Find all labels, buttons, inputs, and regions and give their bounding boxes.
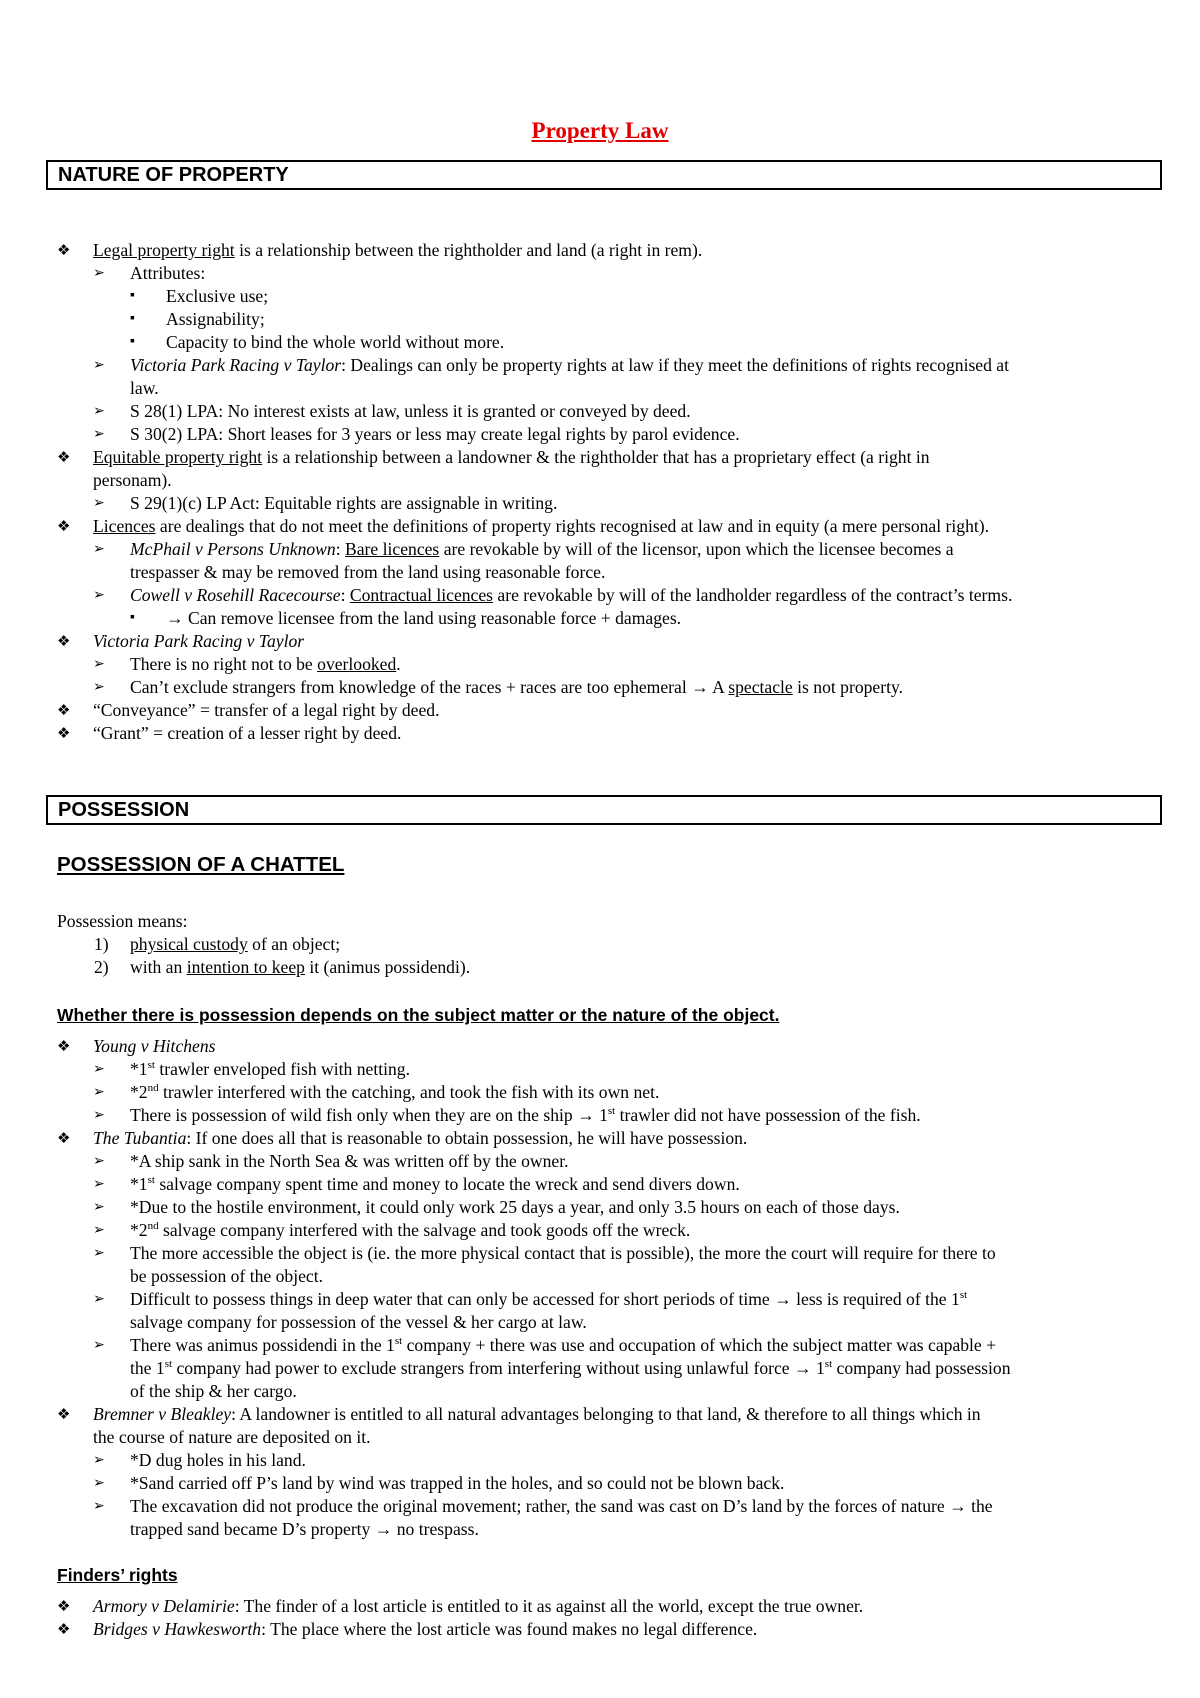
term: Contractual licences — [349, 585, 494, 605]
case-name: The Tubantia — [93, 1128, 187, 1148]
list-item-text — [93, 446, 930, 468]
list-item-text — [93, 1403, 981, 1425]
list-item-text-cont: law. — [130, 378, 159, 398]
arrow-bullet-icon: ➢ — [93, 1475, 105, 1491]
term: physical custody — [130, 934, 248, 954]
list-item-text — [130, 1081, 659, 1103]
superscript: st — [959, 1289, 968, 1302]
arrow-bullet-icon: ➢ — [93, 1107, 105, 1123]
list-item-text-cont: trapped sand became D’s property → no trespass. — [130, 1519, 479, 1539]
diamond-bullet-icon: ❖ — [57, 1405, 71, 1423]
list-item-text-cont: trespasser & may be removed from the land using reasonable force. — [130, 562, 606, 582]
diamond-bullet-icon: ❖ — [57, 448, 71, 466]
arrow-bullet-icon: ➢ — [93, 1153, 105, 1169]
arrow-bullet-icon: ➢ — [93, 1176, 105, 1192]
subheading-whether: Whether there is possession depends on the subject matter or the nature of the object. — [57, 1005, 780, 1025]
arrow-bullet-icon: ➢ — [93, 1291, 105, 1307]
diamond-bullet-icon: ❖ — [57, 517, 71, 535]
list-item-text — [93, 1618, 757, 1640]
square-bullet-icon: ▪ — [130, 610, 135, 625]
section-header-nature: NATURE OF PROPERTY — [46, 160, 1162, 190]
arrow-bullet-icon: ➢ — [93, 1498, 105, 1514]
subheading-chattel: POSSESSION OF A CHATTEL — [57, 853, 345, 876]
arrow-bullet-icon: ➢ — [93, 656, 105, 672]
text: the 1 — [130, 1358, 165, 1378]
text: There is possession of wild fish only when they are on the ship → 1 — [130, 1105, 608, 1125]
term: overlooked — [317, 654, 397, 674]
list-item-text — [93, 1127, 747, 1149]
text: company + there was use and occupation of which the subject matter was capable + — [402, 1335, 997, 1355]
term: Equitable property right — [93, 447, 263, 467]
superscript: nd — [147, 1220, 159, 1233]
text: *1 — [130, 1059, 148, 1079]
superscript: st — [824, 1358, 833, 1371]
text: : If one does all that is reasonable to obtain possession, he will have possession. — [186, 1128, 748, 1148]
diamond-bullet-icon: ❖ — [57, 1597, 71, 1615]
text: : The place where the lost article was found makes no legal difference. — [261, 1619, 758, 1639]
arrow-bullet-icon: ➢ — [93, 265, 105, 281]
list-item-text — [130, 1288, 967, 1310]
list-number: 1) — [94, 934, 109, 954]
list-item-text — [130, 933, 340, 955]
text: : — [340, 585, 350, 605]
text: *2 — [130, 1220, 148, 1240]
superscript: st — [147, 1059, 155, 1072]
text: company had power to exclude strangers from interfering without using unlawful force → 1 — [172, 1358, 825, 1378]
diamond-bullet-icon: ❖ — [57, 724, 71, 742]
list-item-text — [130, 676, 903, 698]
arrow-bullet-icon: ➢ — [93, 1337, 105, 1353]
text: : A landowner is entitled to all natural advantages belonging to that land, & therefore to all things which in — [231, 1404, 981, 1424]
list-item-text — [130, 538, 954, 560]
case-name: Victoria Park Racing v Taylor — [130, 355, 342, 375]
superscript: st — [607, 1105, 616, 1118]
list-item-text: Victoria Park Racing v Taylor — [93, 631, 305, 651]
section-header-possession: POSSESSION — [46, 795, 1162, 825]
arrow-bullet-icon: ➢ — [93, 1245, 105, 1261]
text: are revokable by will of the landholder regardless of the contract’s terms. — [493, 585, 1013, 605]
list-item-text: S 28(1) LPA: No interest exists at law, unless it is granted or conveyed by deed. — [130, 401, 691, 421]
list-item-text: Exclusive use; — [166, 286, 269, 306]
list-item-text — [130, 584, 1012, 606]
case-name: Armory v Delamirie — [93, 1596, 235, 1616]
arrow-bullet-icon: ➢ — [93, 1452, 105, 1468]
list-item-text: The excavation did not produce the original movement; rather, the sand was cast on D’s land by the forces of nature → the — [130, 1496, 993, 1516]
text: salvage company interfered with the salvage and took goods off the wreck. — [158, 1220, 691, 1240]
term: intention to keep — [186, 957, 305, 977]
list-item-text — [93, 515, 989, 537]
subheading-finders: Finders’ rights — [57, 1565, 178, 1585]
superscript: nd — [147, 1082, 159, 1095]
list-item-text-cont: personam). — [93, 470, 172, 490]
diamond-bullet-icon: ❖ — [57, 1129, 71, 1147]
case-name: Bremner v Bleakley — [93, 1404, 232, 1424]
list-item-text: The more accessible the object is (ie. the more physical contact that is possible), the more the court will require for there to — [130, 1243, 996, 1263]
page-title: Property Law — [531, 118, 669, 143]
text: *2 — [130, 1082, 148, 1102]
text: is not property. — [792, 677, 904, 697]
square-bullet-icon: ▪ — [130, 288, 135, 303]
square-bullet-icon: ▪ — [130, 334, 135, 349]
text: salvage company spent time and money to locate the wreck and send divers down. — [154, 1174, 740, 1194]
list-item-text-cont — [130, 1357, 1011, 1379]
text: There was animus possidendi in the 1 — [130, 1335, 395, 1355]
text: company had possession — [832, 1358, 1011, 1378]
list-item-text — [93, 239, 702, 261]
text: : The finder of a lost article is entitled to it as against all the world, except the true owner. — [234, 1596, 864, 1616]
text: There is no right not to be — [130, 654, 318, 674]
text: *1 — [130, 1174, 148, 1194]
list-item-text: S 30(2) LPA: Short leases for 3 years or less may create legal rights by parol evidence. — [130, 424, 740, 444]
paragraph: Possession means: — [57, 911, 188, 931]
list-item-text — [130, 1058, 410, 1080]
list-item-text — [130, 1219, 690, 1241]
arrow-bullet-icon: ➢ — [93, 1061, 105, 1077]
list-item-text-cont: the course of nature are deposited on it. — [93, 1427, 371, 1447]
list-item-text-cont: of the ship & her cargo. — [130, 1381, 297, 1401]
term: Bare licences — [345, 539, 440, 559]
term: Legal property right — [93, 240, 235, 260]
arrow-bullet-icon: ➢ — [93, 357, 105, 373]
diamond-bullet-icon: ❖ — [57, 1620, 71, 1638]
list-item-text: Assignability; — [166, 309, 265, 329]
case-name: Bridges v Hawkesworth — [93, 1619, 262, 1639]
arrow-bullet-icon: ➢ — [93, 1199, 105, 1215]
arrow-bullet-icon: ➢ — [93, 426, 105, 442]
list-item-text — [130, 653, 401, 675]
list-item-text — [130, 1334, 996, 1356]
list-item-text: → Can remove licensee from the land using reasonable force + damages. — [166, 608, 682, 628]
list-item-text — [93, 1595, 863, 1617]
case-name: McPhail v Persons Unknown — [130, 539, 336, 559]
text: are revokable by will of the licensor, upon which the licensee becomes a — [439, 539, 954, 559]
text: is a relationship between a landowner & the rightholder that has a proprietary effect (a right in — [262, 447, 930, 467]
list-number: 2) — [94, 957, 109, 977]
list-item-text — [130, 956, 470, 978]
diamond-bullet-icon: ❖ — [57, 1037, 71, 1055]
list-item-text: Capacity to bind the whole world without more. — [166, 332, 505, 352]
text: Can’t exclude strangers from knowledge of the races + races are too ephemeral → A — [130, 677, 729, 697]
list-item-text — [130, 1173, 740, 1195]
superscript: st — [164, 1358, 173, 1371]
text: Difficult to possess things in deep water that can only be accessed for short periods of time → less is required of the 1 — [130, 1289, 960, 1309]
list-item-text: *Due to the hostile environment, it could only work 25 days a year, and only 3.5 hours on each of those days. — [130, 1197, 900, 1217]
list-item-text: “Conveyance” = transfer of a legal right by deed. — [93, 700, 440, 720]
text: trawler interfered with the catching, and took the fish with its own net. — [158, 1082, 660, 1102]
text: trawler did not have possession of the fish. — [615, 1105, 921, 1125]
arrow-bullet-icon: ➢ — [93, 1084, 105, 1100]
list-item-text: *D dug holes in his land. — [130, 1450, 306, 1470]
list-item-text: S 29(1)(c) LP Act: Equitable rights are assignable in writing. — [130, 493, 558, 513]
text: of an object; — [247, 934, 341, 954]
list-item-text-cont: be possession of the object. — [130, 1266, 324, 1286]
list-item-text-cont: salvage company for possession of the vessel & her cargo at law. — [130, 1312, 587, 1332]
list-item-text: *Sand carried off P’s land by wind was trapped in the holes, and so could not be blown back. — [130, 1473, 785, 1493]
text: : Dealings can only be property rights at law if they meet the definitions of rights recognised at — [341, 355, 1010, 375]
text: is a relationship between the rightholder and land (a right in rem). — [234, 240, 703, 260]
arrow-bullet-icon: ➢ — [93, 495, 105, 511]
list-item-text — [130, 354, 1009, 376]
text: . — [396, 654, 401, 674]
arrow-bullet-icon: ➢ — [93, 403, 105, 419]
diamond-bullet-icon: ❖ — [57, 701, 71, 719]
list-item-text: Attributes: — [130, 263, 206, 283]
square-bullet-icon: ▪ — [130, 311, 135, 326]
term: spectacle — [728, 677, 793, 697]
text: : — [335, 539, 346, 559]
superscript: st — [394, 1335, 403, 1348]
arrow-bullet-icon: ➢ — [93, 1222, 105, 1238]
text: it (animus possidendi). — [304, 957, 471, 977]
diamond-bullet-icon: ❖ — [57, 241, 71, 259]
list-item-text — [130, 1104, 921, 1126]
text: with an — [130, 957, 187, 977]
text: are dealings that do not meet the definitions of property rights recognised at law and in equity (a mere personal right). — [155, 516, 990, 536]
case-name: Cowell v Rosehill Racecourse — [130, 585, 341, 605]
list-item-text: “Grant” = creation of a lesser right by deed. — [93, 723, 402, 743]
text: trawler enveloped fish with netting. — [154, 1059, 410, 1079]
superscript: st — [147, 1174, 155, 1187]
list-item-text: *A ship sank in the North Sea & was written off by the owner. — [130, 1151, 569, 1171]
arrow-bullet-icon: ➢ — [93, 541, 105, 557]
term: Licences — [93, 516, 156, 536]
arrow-bullet-icon: ➢ — [93, 679, 105, 695]
diamond-bullet-icon: ❖ — [57, 632, 71, 650]
list-item-text: Young v Hitchens — [93, 1036, 216, 1056]
arrow-bullet-icon: ➢ — [93, 587, 105, 603]
